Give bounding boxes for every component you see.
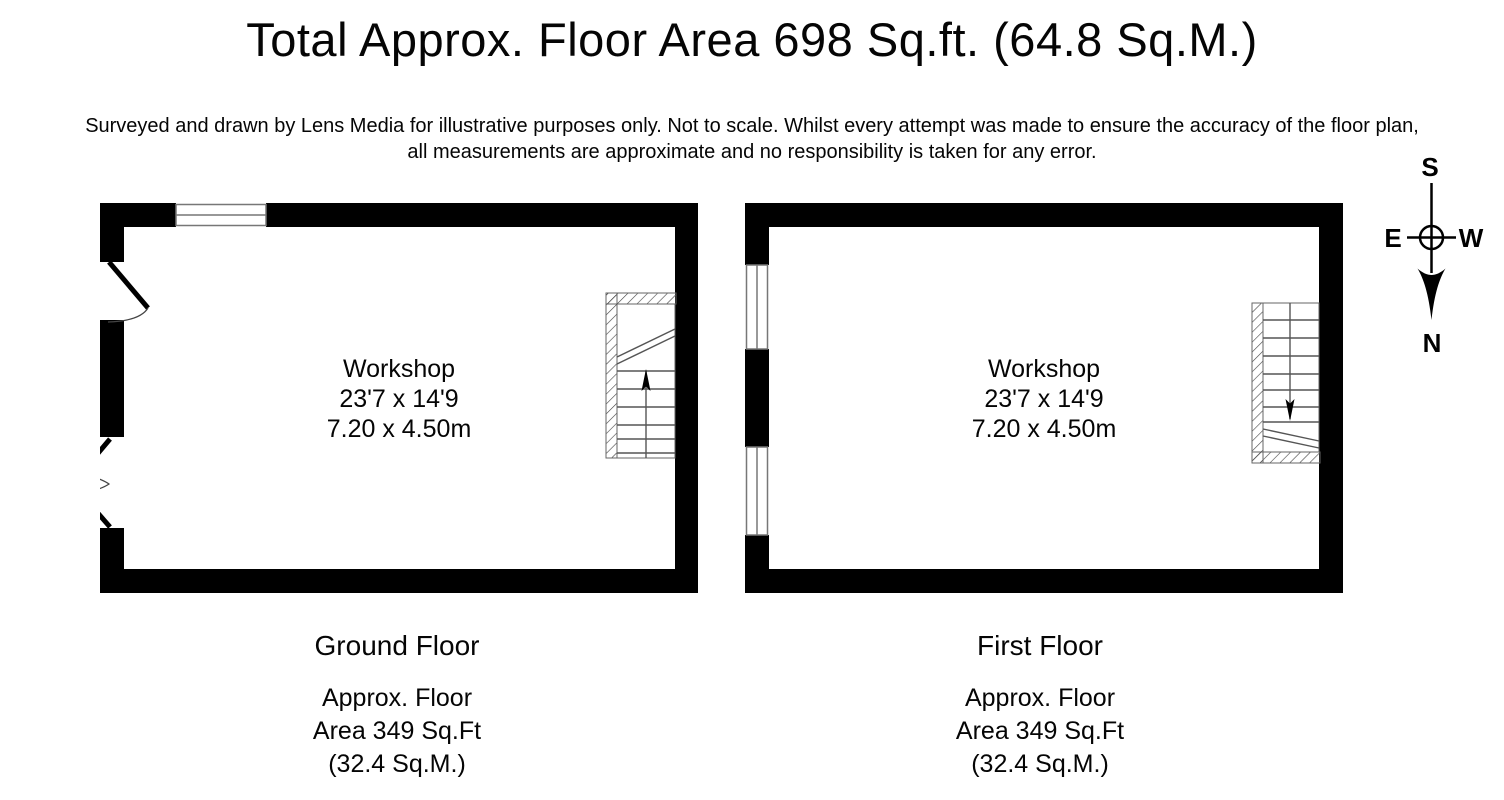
area-line-3: (32.4 Sq.M.): [328, 750, 466, 778]
compass-west-label: W: [1458, 223, 1484, 253]
ground-floor-name: Ground Floor: [314, 630, 480, 661]
first-floor-window-lower: [747, 447, 768, 535]
ground-floor-door-double: [100, 439, 110, 527]
first-floor-window-upper: [747, 265, 768, 349]
area-line-1: Approx. Floor: [321, 684, 473, 712]
area-line-3: (32.4 Sq.M.): [971, 750, 1109, 778]
room-name: Workshop: [342, 355, 456, 383]
ground-floor-room-label: [249, 354, 549, 444]
area-line-2: Area 349 Sq.Ft: [312, 717, 482, 745]
room-dims-metric: 7.20 x 4.50m: [326, 415, 472, 443]
compass-north-arrow-icon: [1418, 269, 1446, 321]
ground-floor-door-single: [108, 262, 148, 322]
first-floor-name: First Floor: [977, 630, 1103, 661]
page-title: Total Approx. Floor Area 698 Sq.ft. (64.8 Sq.M.): [246, 13, 1258, 66]
compass-south-label: S: [1421, 152, 1439, 182]
ground-floor-stairs: [606, 293, 676, 458]
ground-floor-area: [247, 682, 547, 781]
ground-floor-window: [176, 205, 266, 226]
disclaimer: [0, 113, 1504, 165]
compass-east-label: E: [1384, 223, 1402, 253]
compass-rose-icon: [1380, 150, 1490, 362]
room-name: Workshop: [987, 355, 1101, 383]
first-floor-area: [890, 682, 1190, 781]
compass-north-label: N: [1422, 328, 1442, 358]
disclaimer-line-2: all measurements are approximate and no responsibility is taken for any error.: [407, 141, 1097, 163]
room-dims-metric: 7.20 x 4.50m: [971, 415, 1117, 443]
room-dims-imperial: 23'7 x 14'9: [984, 385, 1104, 413]
first-floor-stairs: [1252, 303, 1320, 463]
disclaimer-line-1: Surveyed and drawn by Lens Media for illustrative purposes only. Not to scale. Whilst every attempt was made to ensure the accuracy of the floor plan,: [85, 115, 1419, 137]
area-line-2: Area 349 Sq.Ft: [955, 717, 1125, 745]
first-floor-room-label: [894, 354, 1194, 444]
area-line-1: Approx. Floor: [964, 684, 1116, 712]
room-dims-imperial: 23'7 x 14'9: [339, 385, 459, 413]
